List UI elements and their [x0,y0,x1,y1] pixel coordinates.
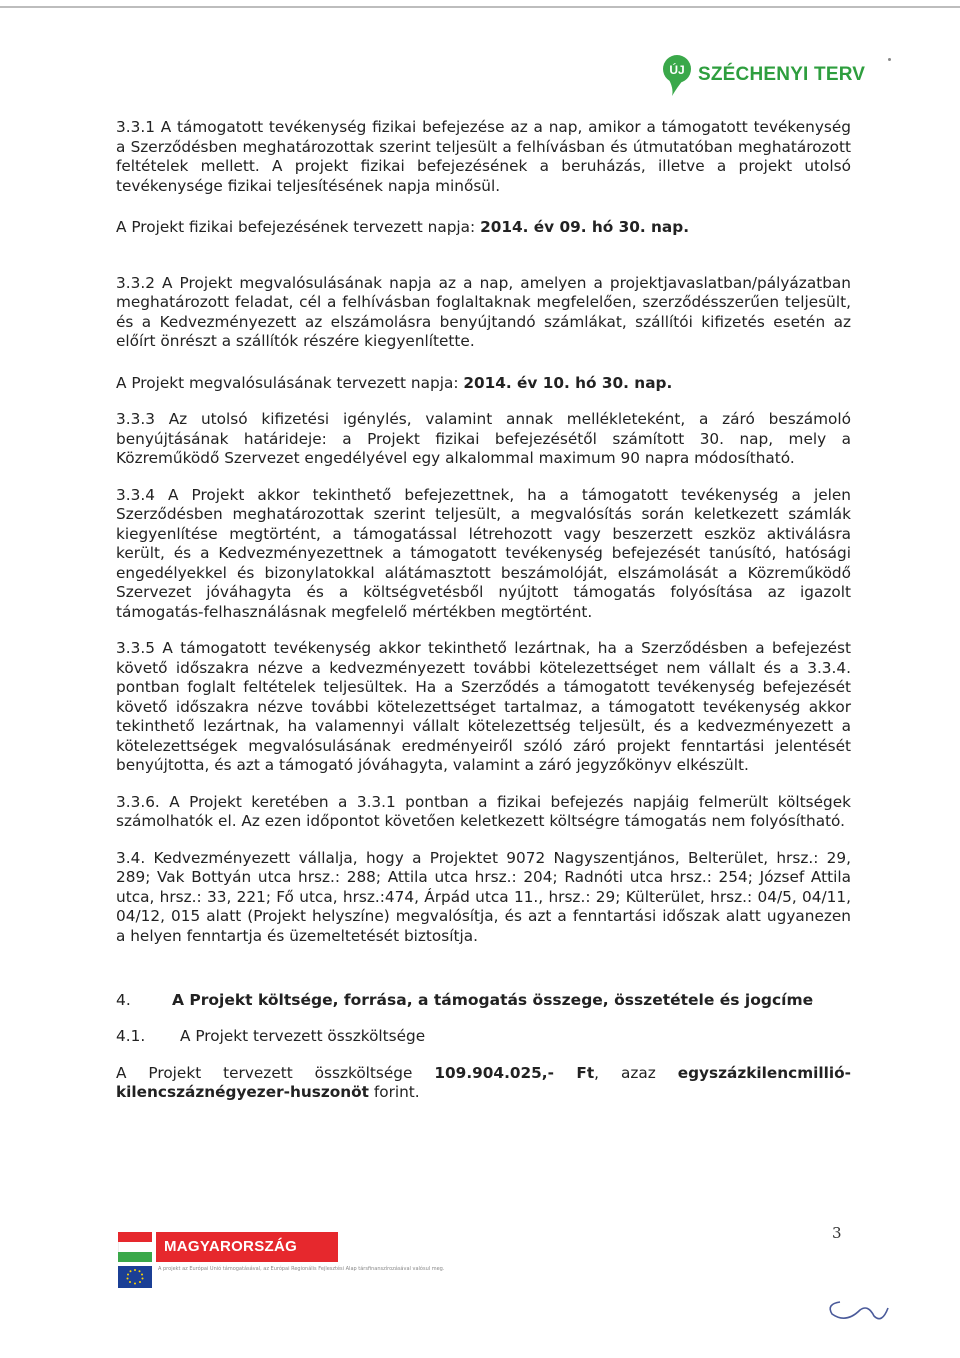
subsection-number: 4.1. [116,1027,146,1045]
date-label: A Projekt megvalósulásának tervezett napja: [116,373,464,392]
initials-signature [812,1290,932,1330]
cost-suffix: forint. [368,1083,420,1101]
hungarian-flag-icon [118,1232,152,1262]
paragraph-3-3-6: 3.3.6. A Projekt keretében a 3.3.1 pontban a fizikai befejezés napjáig felmerült költségek számolhatók el. Az ezen időpontot követően keletkezett költségre támogatás nem folyósítható. [116,792,851,830]
paragraph-3-3-2: 3.3.2 A Projekt megvalósulásának napja az a nap, amelyen a projektjavaslatban/pályázatban meghatározott feladat, cél a felhívásban foglaltaknak megfelelően, szerződésszerűen teljesült, és a Kedvezményezett az elszámolásra benyújtandó számlákat, szállítói kifizetés esetén az előírt önrészt a szállítók részére kiegyenlítette. [116,273,851,350]
page-number: 3 [832,1224,842,1242]
cost-label: A Projekt tervezett összköltsége [116,1063,435,1082]
eu-flag-icon [118,1266,152,1288]
physical-completion-date [116,218,851,238]
section-title: A Projekt költsége, forrása, a támogatás összege, összetétele és jogcíme [172,991,814,1009]
top-rule [0,6,960,8]
date-label: A Projekt fizikai befejezésének tervezett napja: [116,218,481,236]
magyarorszag-megujul-banner: MAGYARORSZÁG MEGÚJUL [156,1232,338,1262]
szechenyi-terv-logo [662,54,865,96]
paragraph-3-3-1: 3.3.1 A támogatott tevékenység fizikai befejezése az a nap, amikor a támogatott tevékenység a Szerződésben meghatározottak szerint teljesült a felhívásban és útmutatóban meghatározott feltételek mellett. A projekt fizikai befejezésének a beruházás, illetve a projekt utolsó tevékenysége fizikai teljesítésének napja minősül. [116,118,851,195]
realisation-date [116,374,851,394]
uj-badge-icon [662,54,692,96]
paragraph-3-4: 3.4. Kedvezményezett vállalja, hogy a Projektet 9072 Nagyszentjános, Belterület, hrsz.: 29, 289; Vak Bottyán utca hrsz.: 288; Attila utca hrsz.: 204; Radnóti utca hrsz.: 254; József Attila utca, hrsz.: 33, 221; Fő utca, hrsz.:474, Árpád utca 11., hrsz.: 29; Külterület, hrsz.: 04/5, 04/11, 04/12, 015 alatt (Projekt helyszíne) megvalósítja, és azt a fenntartási időszak alatt ugyanezen a helyen fenntartja és üzemeltetését biztosítja. [116,848,851,945]
logo-text: SZÉCHENYI TERV [698,64,866,85]
scan-speck [888,58,891,61]
logo-badge-text: ÚJ [669,63,685,77]
cost-words: egyszázkilencmillió-kilencszáznégyezer-huszonöt [116,1063,851,1101]
paragraph-3-3-3: 3.3.3 Az utolsó kifizetési igénylés, valamint annak mellékleteként, a záró beszámoló benyújtásának határideje: a Projekt fizikai befejezésétől számított 30. nap, mely a Közreműködő Szervezet engedélyével egy alkalommal maximum 90 napra módosítható. [116,410,851,467]
section-4-1-heading [116,1027,851,1047]
cost-mid: , azaz [594,1063,678,1082]
subsection-title: A Projekt tervezett összköltsége [180,1027,426,1045]
eu-funding-note: A projekt az Európai Unió támogatásával, az Európai Regionális Fejlesztési Alap társfinanszírozásával valósul meg. [158,1266,445,1272]
cost-amount: 109.904.025,- Ft [434,1063,595,1082]
paragraph-3-3-5: 3.3.5 A támogatott tevékenység akkor tekinthető lezártnak, ha a Szerződésben a befejezést követő időszakra nézve a kedvezményezett további kötelezettséget nem vállalt és a 3.3.4. pontban foglalt feltételek teljesültek. Ha a Szerződés a támogatott tevékenység befejezését követő időszakra nézve további kötelezettséget tartalmaz, a támogatott tevékenység akkor tekinthető lezártnak, ha valamennyi vállalt kötelezettség teljesült, és a kedvezményezett a kötelezettségek megvalósulásának eredményeiről szóló záró projekt fenntartási jelentését benyújtotta, és azt a támogató jóváhagyta, valamint a záró jegyzőkönyv elkészült. [116,639,851,774]
document-body [116,118,851,1103]
total-cost-paragraph [116,1064,851,1103]
footer-logos [112,1228,532,1288]
section-4-heading [116,990,851,1010]
section-number: 4. [116,991,131,1009]
paragraph-3-3-4: 3.3.4 A Projekt akkor tekinthető befejezettnek, ha a támogatott tevékenység a jelen Szerződésben meghatározottak szerint teljesült, a megvalósítás során keletkezett számlák kiegyenlítése megtörtént, a támogatással létrehozott vagy beszerzett eszköz aktiválásra került, és a Kedvezményezettnek a támogatott tevékenység befejezését tanúsító, hatósági engedélyekkel és bizonylatokkal alátámasztott beszámolóját, elszámolását a Közreműködő Szervezet jóváhagyta és a költségvetésből nyújtott támogatás folyósítása az igazolt támogatás-felhasználásnak megfelelő mértékben megtörtént. [116,485,851,621]
date-value: 2014. év 10. hó 30. nap. [463,373,673,392]
date-value: 2014. év 09. hó 30. nap. [480,218,690,236]
